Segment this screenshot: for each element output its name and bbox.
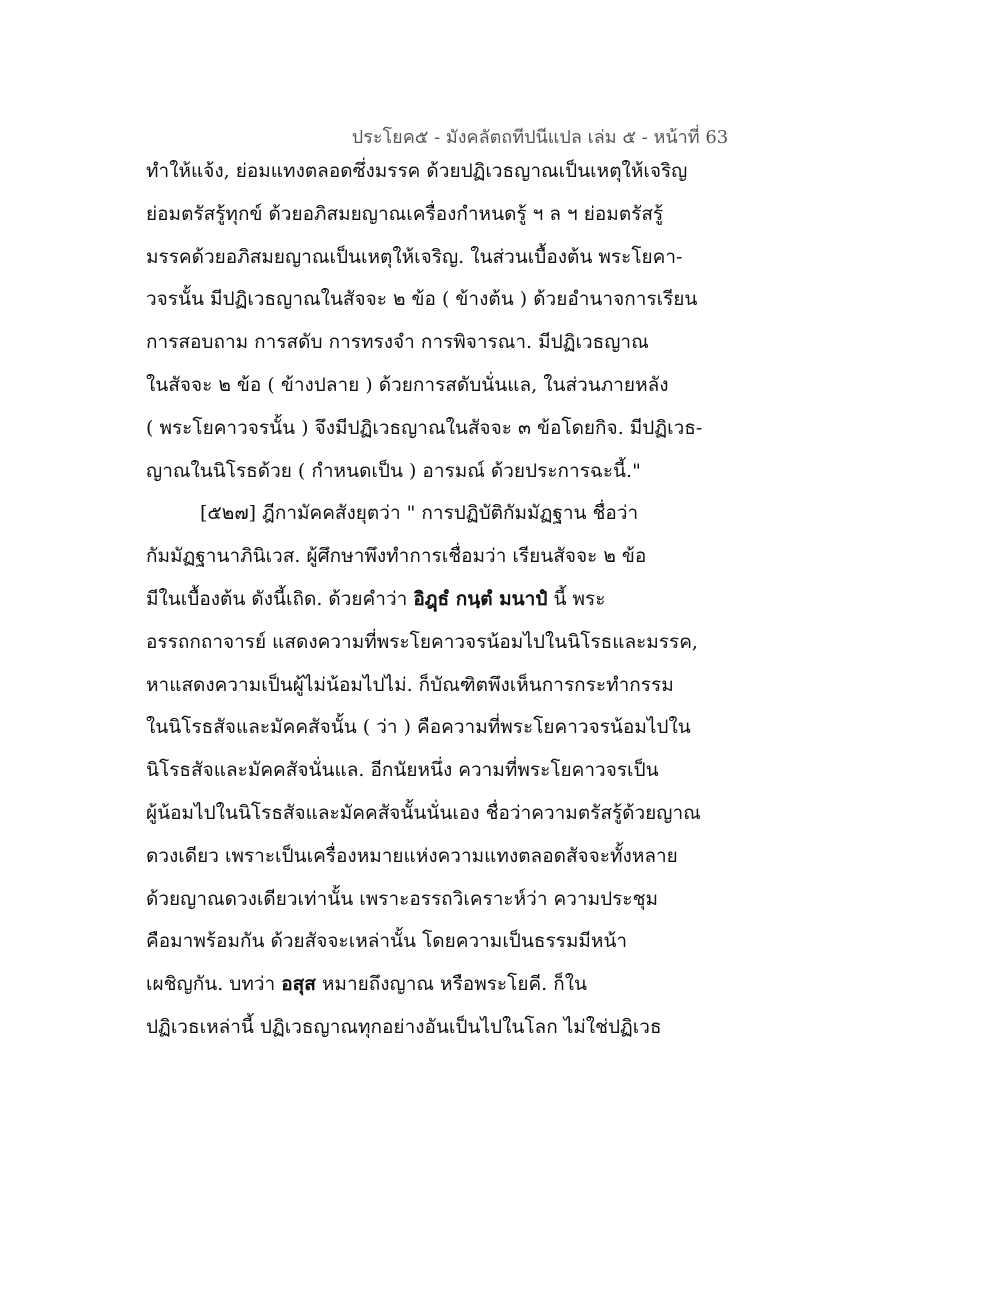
text-line: การสอบถาม การสดับ การทรงจำ การพิจารณา. มีปฏิเวธญาณ	[146, 331, 649, 354]
text-line: ทำให้แจ้ง, ย่อมแทงตลอดซึ่งมรรค ด้วยปฏิเวธญาณเป็นเหตุให้เจริญ	[146, 160, 688, 182]
text-line-with-pali	[146, 963, 866, 1006]
text-line: มรรคด้วยอภิสมยญาณเป็นเหตุให้เจริญ. ในส่วนเบื้องต้น พระโยคา-	[146, 245, 683, 268]
text-line: ดวงเดียว เพราะเป็นเครื่องหมายแห่งความแทงตลอดสัจจะทั้งหลาย	[146, 844, 678, 867]
text-line: ปฏิเวธเหล่านี้ ปฏิเวธญาณทุกอย่างอันเป็นไปในโลก ไม่ใช่ปฏิเวธ	[146, 1015, 662, 1038]
text-line: ย่อมตรัสรู้ทุกข์ ด้วยอภิสมยญาณเครื่องกำหนดรู้ ฯ ล ฯ ย่อมตรัสรู้	[146, 202, 664, 225]
text-segment: หมายถึงญาณ หรือพระโยคี. ก็ใน	[315, 973, 588, 996]
text-line: หาแสดงความเป็นผู้ไม่น้อมไปไม่. ก็บัณฑิตพึงเห็นการกระทำกรรม	[146, 673, 674, 696]
text-segment: มีในเบื้องต้น ดังนี้เถิด. ด้วยคำว่า	[146, 587, 414, 610]
text-line: นิโรธสัจและมัคคสัจนั่นแล. อีกนัยหนึ่ง ความที่พระโยคาวจรเป็น	[146, 759, 659, 782]
running-head: ประโยค๕ - มังคลัตถทีปนีแปล เล่ม ๕ - หน้าที่ 63	[351, 127, 729, 148]
text-line: ผู้น้อมไปในนิโรธสัจและมัคคสัจนั้นนั่นเอง ชื่อว่าความตรัสรู้ด้วยญาณ	[146, 801, 701, 824]
text-line-with-pali	[146, 578, 866, 621]
paragraph-start-line: [๕๒๗] ฎีกามัคคสังยุตว่า " การปฏิบัติกัมมัฏฐาน ชื่อว่า	[200, 502, 639, 525]
text-line: ญาณในนิโรธด้วย ( กำหนดเป็น ) อารมณ์ ด้วยประการฉะนี้."	[146, 459, 641, 482]
text-segment: เผชิญกัน. บทว่า	[146, 973, 282, 996]
pali-term: อสุส	[281, 973, 316, 996]
text-segment: นี้ พระ	[547, 587, 606, 610]
body-text	[146, 150, 866, 1049]
text-line: ( พระโยคาวจรนั้น ) จึงมีปฏิเวธญาณในสัจจะ ๓ ข้อโดยกิจ. มีปฏิเวธ-	[146, 416, 703, 439]
text-line: ในนิโรธสัจและมัคคสัจนั้น ( ว่า ) คือความที่พระโยคาวจรน้อมไปใน	[146, 716, 691, 739]
text-line: วจรนั้น มีปฏิเวธญาณในสัจจะ ๒ ข้อ ( ข้างต้น ) ด้วยอำนาจการเรียน	[146, 288, 698, 311]
text-line: คือมาพร้อมกัน ด้วยสัจจะเหล่านั้น โดยความเป็นธรรมมีหน้า	[146, 930, 628, 953]
text-line: กัมมัฏฐานาภินิเวส. ผู้ศึกษาพึงทำการเชื่อมว่า เรียนสัจจะ ๒ ข้อ	[146, 545, 647, 568]
text-line: อรรถกถาจารย์ แสดงความที่พระโยคาวจรน้อมไปในนิโรธและมรรค,	[146, 630, 698, 653]
text-line: ในสัจจะ ๒ ข้อ ( ข้างปลาย ) ด้วยการสดับนั่นแล, ในส่วนภายหลัง	[146, 373, 669, 396]
text-line: ด้วยญาณดวงเดียวเท่านั้น เพราะอรรถวิเคราะห์ว่า ความประชุม	[146, 887, 658, 910]
pali-term: อิฎฺธํ กนฺตํ มนาปํ	[413, 587, 548, 610]
